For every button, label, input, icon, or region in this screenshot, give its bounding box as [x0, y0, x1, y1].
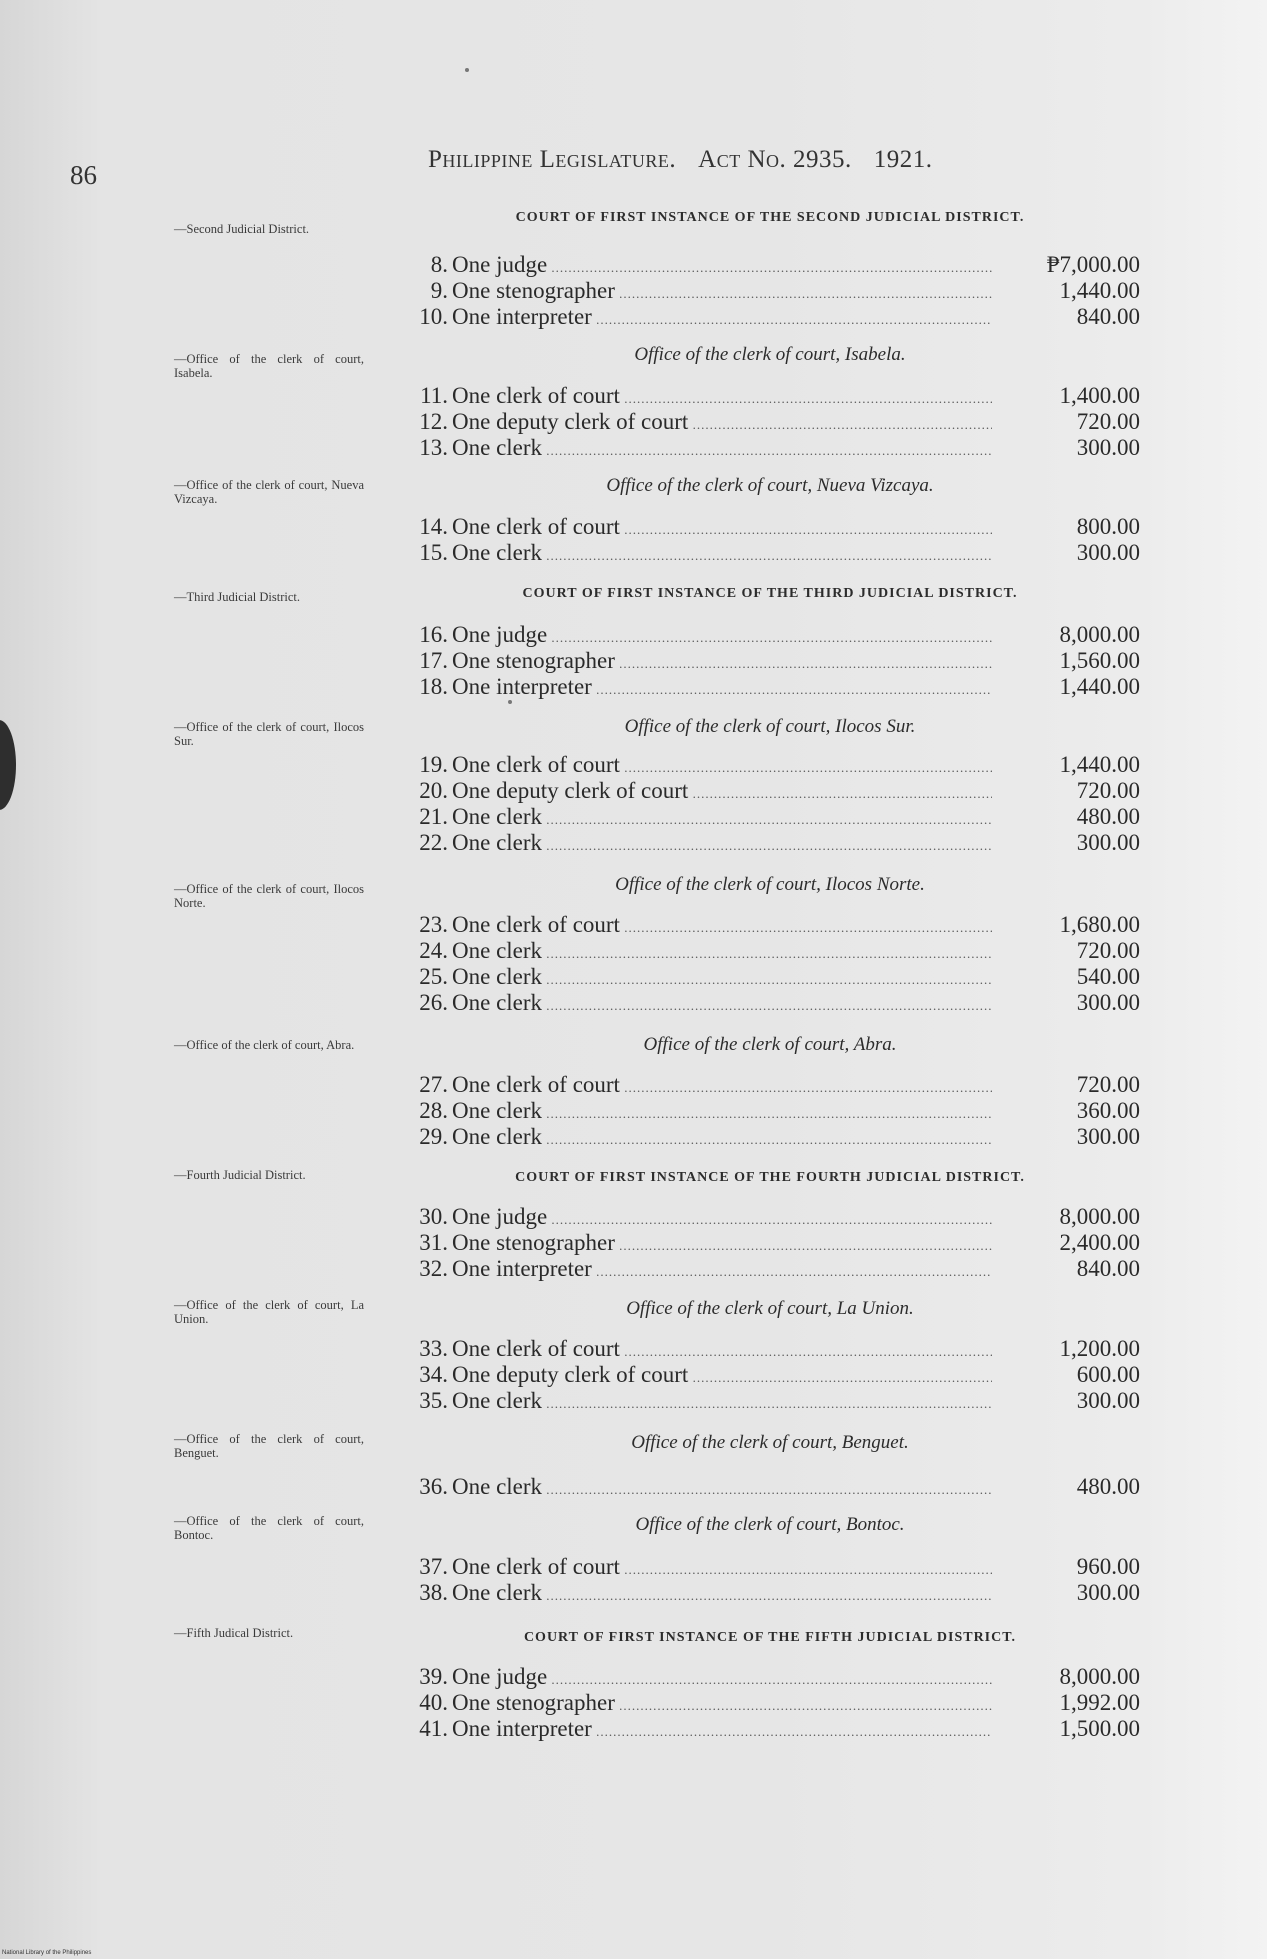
list-item: 29. One clerk ..... 300.00 [400, 1124, 1140, 1150]
list-item: 17. One stenographer ..... 1,560.00 [400, 648, 1140, 674]
list-item: 8. One judge ..... ₱7,000.00 [400, 252, 1140, 278]
list-item: 10. One interpreter ..... 840.00 [400, 304, 1140, 330]
list-item: 15. One clerk ..... 300.00 [400, 540, 1140, 566]
margin-note: —Second Judicial District. [174, 222, 310, 236]
list-item: 39. One judge ..... 8,000.00 [400, 1664, 1140, 1690]
section-subheading: Office of the clerk of court, La Union. [626, 1298, 914, 1319]
list-item: 27. One clerk of court ..... 720.00 [400, 1072, 1140, 1098]
list-item: 21. One clerk ..... 480.00 [400, 804, 1140, 830]
margin-note: —Office of the clerk of court, Isabela. [174, 352, 364, 380]
list-item: 11. One clerk of court ..... 1,400.00 [400, 383, 1140, 409]
list-item: 28. One clerk ..... 360.00 [400, 1098, 1140, 1124]
margin-note: —Office of the clerk of court, Ilocos Sur. [174, 720, 364, 748]
margin-note: —Office of the clerk of court, La Union. [174, 1298, 364, 1326]
list-item: 30. One judge ..... 8,000.00 [400, 1204, 1140, 1230]
margin-note: —Third Judicial District. [174, 590, 301, 604]
list-item: 34. One deputy clerk of court ..... 600.00 [400, 1362, 1140, 1388]
running-head-act: Act No. 2935. [698, 146, 852, 173]
list-item: 12. One deputy clerk of court ..... 720.00 [400, 409, 1140, 435]
running-head-year: 1921. [873, 146, 933, 173]
running-head [428, 146, 933, 174]
margin-note: —Office of the clerk of court, Abra. [174, 1038, 355, 1052]
page-edge-shadow [0, 720, 16, 810]
list-item: 26. One clerk ..... 300.00 [400, 990, 1140, 1016]
list-item: 35. One clerk ..... 300.00 [400, 1388, 1140, 1414]
page-number: 86 [70, 160, 97, 190]
list-item: 40. One stenographer ..... 1,992.00 [400, 1690, 1140, 1716]
section-subheading: Office of the clerk of court, Ilocos Sur. [624, 716, 916, 737]
list-item: 19. One clerk of court ..... 1,440.00 [400, 752, 1140, 778]
list-item: 31. One stenographer ..... 2,400.00 [400, 1230, 1140, 1256]
list-item: 33. One clerk of court ..... 1,200.00 [400, 1336, 1140, 1362]
section-subheading: Office of the clerk of court, Nueva Vizcaya. [606, 475, 934, 496]
list-item: 9. One stenographer ..... 1,440.00 [400, 278, 1140, 304]
running-head-title: Philippine Legislature. [428, 146, 677, 173]
ink-speck [465, 68, 469, 72]
section-subheading: Office of the clerk of court, Ilocos Norte. [615, 874, 925, 895]
list-item: 25. One clerk ..... 540.00 [400, 964, 1140, 990]
list-item: 14. One clerk of court ..... 800.00 [400, 514, 1140, 540]
margin-note: —Office of the clerk of court, Bontoc. [174, 1514, 364, 1542]
margin-note: —Office of the clerk of court, Ilocos Norte. [174, 882, 364, 910]
list-item: 22. One clerk ..... 300.00 [400, 830, 1140, 856]
list-item: 37. One clerk of court ..... 960.00 [400, 1554, 1140, 1580]
section-heading: COURT OF FIRST INSTANCE OF THE FIFTH JUDICIAL DISTRICT. [523, 1630, 1017, 1645]
section-subheading: Office of the clerk of court, Abra. [643, 1034, 897, 1055]
margin-note: —Office of the clerk of court, Nueva Vizcaya. [174, 478, 364, 506]
list-item: 13. One clerk ..... 300.00 [400, 435, 1140, 461]
list-item: 36. One clerk ..... 480.00 [400, 1474, 1140, 1500]
list-item: 20. One deputy clerk of court ..... 720.00 [400, 778, 1140, 804]
margin-note: —Fourth Judicial District. [174, 1168, 306, 1182]
list-item: 23. One clerk of court ..... 1,680.00 [400, 912, 1140, 938]
list-item: 41. One interpreter ..... 1,500.00 [400, 1716, 1140, 1742]
section-heading: COURT OF FIRST INSTANCE OF THE SECOND JUDICIAL DISTRICT. [515, 210, 1025, 225]
margin-note: —Office of the clerk of court, Benguet. [174, 1432, 364, 1460]
section-subheading: Office of the clerk of court, Benguet. [631, 1432, 909, 1453]
section-heading: COURT OF FIRST INSTANCE OF THE FOURTH JUDICIAL DISTRICT. [515, 1170, 1025, 1185]
scan-footer: National Library of the Philippines [2, 1950, 92, 1956]
list-item: 18. One interpreter ..... 1,440.00 [400, 674, 1140, 700]
list-item: 16. One judge ..... 8,000.00 [400, 622, 1140, 648]
list-item: 24. One clerk ..... 720.00 [400, 938, 1140, 964]
section-subheading: Office of the clerk of court, Isabela. [634, 344, 906, 365]
list-item: 32. One interpreter ..... 840.00 [400, 1256, 1140, 1282]
section-heading: COURT OF FIRST INSTANCE OF THE THIRD JUDICIAL DISTRICT. [522, 586, 1018, 601]
margin-note: —Fifth Judical District. [174, 1626, 294, 1640]
section-subheading: Office of the clerk of court, Bontoc. [635, 1514, 905, 1535]
list-item: 38. One clerk ..... 300.00 [400, 1580, 1140, 1606]
